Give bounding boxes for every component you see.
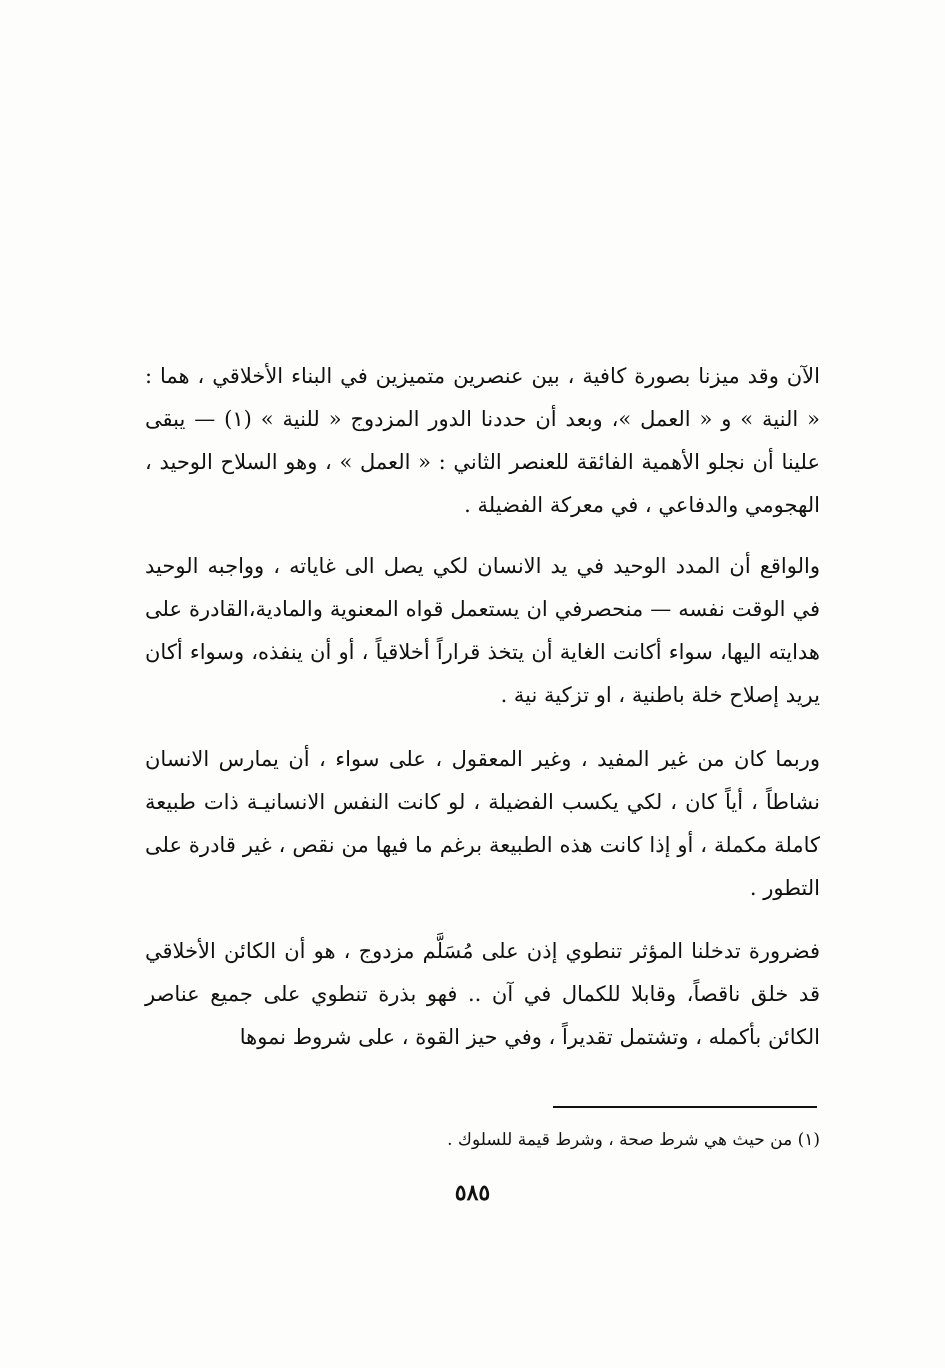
paragraph-2: والواقع أن المدد الوحيد في يد الانسان لكي يصل الى غاياته ، وواجبه الوحيد في الوقت نفسه — منحصرفي ان يستعمل قواه المعنوية والمادية،القادرة على هدايته اليها، سواء أكانت الغاية أن يتخذ قراراً أخلاقياً ، أو أن ينفذه، وسواء أكان يريد إصلاح خلة باطنية ، او تزكية نية . [145,554,820,707]
footnote: (١) من حيث هي شرط صحة ، وشرط قيمة للسلوك . [447,1130,820,1150]
paragraph-3: وربما كان من غير المفيد ، وغير المعقول ، على سواء ، أن يمارس الانسان نشاطاً ، أياً كان ، لكي يكسب الفضيلة ، لو كانت النفس الانسانيـة ذات طبيعة كاملة مكملة ، أو إذا كانت هذه الطبيعة برغم ما فيها من نقص ، غير قادرة على التطور . [145,747,820,900]
paragraph-4: فضرورة تدخلنا المؤثر تنطوي إذن على مُسَلَّم مزدوج ، هو أن الكائن الأخلاقي قد خلق ناقصاً، وقابلا للكمال في آن .. فهو بذرة تنطوي على جميع عناصر الكائن بأكمله ، وتشتمل تقديراً ، وفي حيز القوة ، على شروط نموها [145,939,820,1049]
page-number: ٥٨٥ [454,1180,491,1206]
paragraph-1: الآن وقد ميزنا بصورة كافية ، بين عنصرين متميزين في البناء الأخلاقي ، هما : « النية » و « العمل »، وبعد أن حددنا الدور المزدوج « للنية » (١) — يبقى علينا أن نجلو الأهمية الفائقة للعنصر الثاني : « العمل » ، وهو السلاح الوحيد ، الهجومي والدفاعي ، في معركة الفضيلة . [145,364,820,517]
footnote-divider [553,1106,817,1108]
